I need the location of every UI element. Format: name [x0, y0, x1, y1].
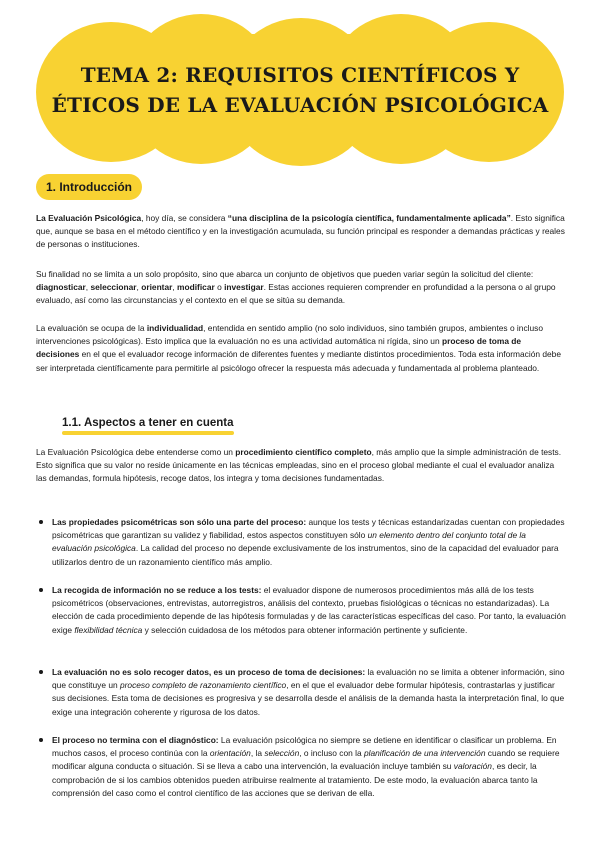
section-1-1-heading	[62, 415, 234, 431]
list-item: Las propiedades psicométricas son sólo una parte del proceso: aunque los tests y técnicas estandarizadas cuentan con propiedades psicométricas que garantizan su validez y fiabilidad, estos aspectos constituyen sólo un elemento dentro del conjunto total de la evaluación psicológica. La calidad del proceso no depende exclusivamente de los instrumentos, sino de la capacidad del evaluador para utilizarlos dentro de un razonamiento científico más amplio.	[52, 516, 566, 569]
bullet-dot	[39, 670, 43, 674]
bullet-dot	[39, 588, 43, 592]
list-item: El proceso no termina con el diagnóstico: La evaluación psicológica no siempre se detiene en identificar o clasificar un problema. En muchos casos, el proceso continúa con la orientación, la selección, o incluso con la planificación de una intervención cuando se requiere modificar alguna conducta o situación. Si se lleva a cabo una intervención, la evaluación incluye también su valoración, es decir, la comprobación de si los cambios obtenidos pueden atribuirse realmente al tratamiento. De este modo, la evaluación abarca tanto la comprensión del caso como el control científico de las acciones que se derivan de ella.	[52, 734, 566, 800]
list-item: La recogida de información no se reduce a los tests: el evaluador dispone de numerosos procedimientos más allá de los tests psicométricos (observaciones, entrevistas, autorregistros, análisis del contexto, pruebas fisiológicas o técnicas no estandarizadas). La elección de cada procedimiento depende de las hipótesis formuladas y de las características específicas del caso. Por tanto, la evaluación exige flexibilidad técnica y selección cuidadosa de los métodos para obtener información pertinente y suficiente.	[52, 584, 566, 637]
title-line-2: ÉTICOS DE LA EVALUACIÓN PSICOLÓGICA	[51, 93, 549, 117]
intro-paragraph-2: Su finalidad no se limita a un solo propósito, sino que abarca un conjunto de objetivos que pueden variar según la solicitud del cliente: diagnosticar, seleccionar, orientar, modificar o investigar. Estas acciones requieren comprender en profundidad a la persona o al grupo evaluado, así como las circunstancias y el contexto en el que se sitúa su demanda.	[36, 269, 556, 306]
intro-paragraph-3: La evaluación se ocupa de la individualidad, entendida en sentido amplio (no solo individuos, sino también grupos, ambientes o incluso intervenciones psicológicas). Esto implica que la evaluación no es una actividad automática ni rígida, sino un proceso de toma de decisiones en el que el evaluador recoge información de diferentes fuentes y mediante distintos procedimientos. Toda esta información debe ser interpretada científicamente para permitirle al psicólogo ofrecer la respuesta más adecuada y fundamentada al problema planteado.	[36, 323, 561, 373]
page-title	[36, 60, 564, 120]
bullet-dot	[39, 520, 43, 524]
intro-paragraph-1: La Evaluación Psicológica, hoy día, se considera “una disciplina de la psicología científica, fundamentalmente aplicada”. Esto significa que, aunque se basa en el método científico y en la investigación acumulada, su función principal es responder a demandas prácticas y reales de personas o instituciones.	[36, 213, 565, 250]
bullet-dot	[39, 738, 43, 742]
section-1-heading: 1. Introducción	[36, 174, 142, 200]
aspects-paragraph: La Evaluación Psicológica debe entenderse como un procedimiento científico completo, más amplio que la simple administración de tests. Esto significa que su valor no reside únicamente en las técnicas empleadas, sino en el proceso global mediante el cual el evaluador analiza las demandas, formula hipótesis, recoge datos, los integra y toma decisiones fundamentadas.	[36, 447, 562, 484]
heading-underline	[62, 431, 234, 435]
section-1-1-heading-text: 1.1. Aspectos a tener en cuenta	[62, 417, 234, 429]
list-item: La evaluación no es solo recoger datos, es un proceso de toma de decisiones: la evaluación no se limita a obtener información, sino que constituye un proceso completo de razonamiento científico, en el que el evaluador debe formular hipótesis, contrastarlas y justificar sus decisiones. Esta toma de decisiones es progresiva y se desarrolla desde el análisis de la demanda hasta la interpretación final, lo que exige una integración coherente y rigurosa de los datos.	[52, 666, 566, 719]
title-line-1: TEMA 2: REQUISITOS CIENTÍFICOS Y	[80, 63, 520, 87]
